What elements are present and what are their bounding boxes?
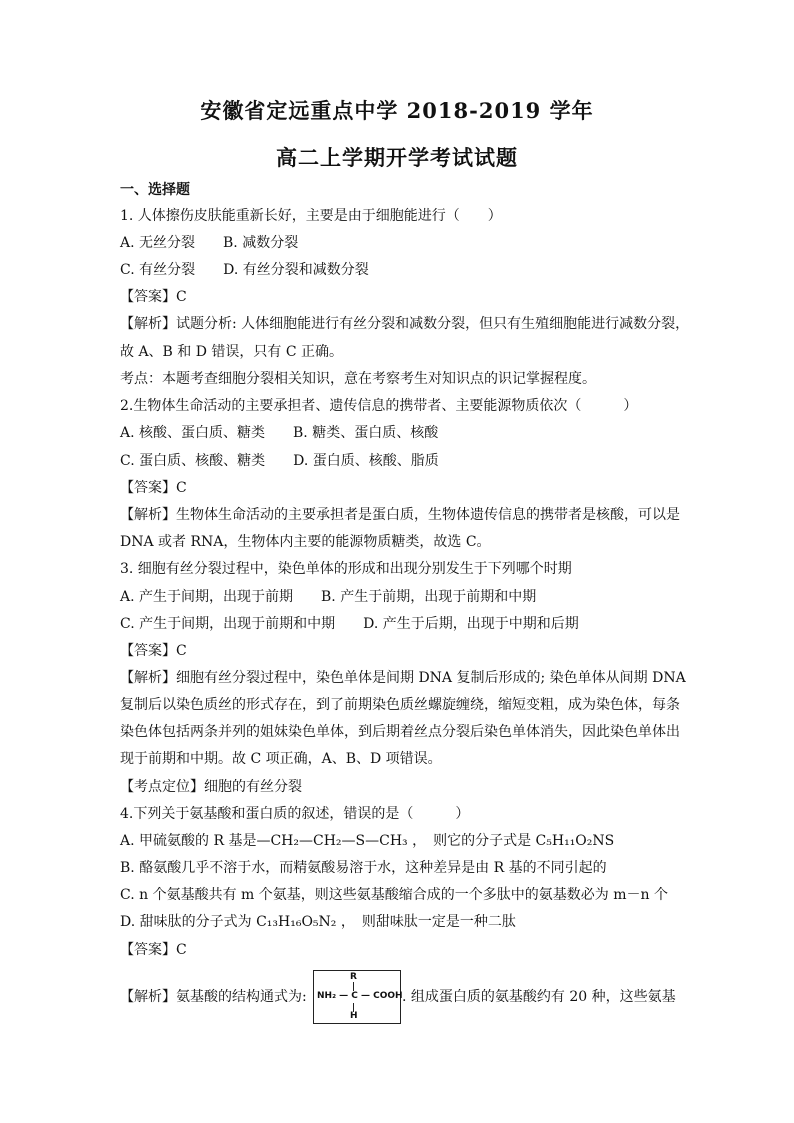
analysis-line: 染色体包括两条并列的姐妹染色单体，到后期着丝点分裂后染色单体消失，因此染色单体出 — [120, 724, 680, 740]
question-line: 3. 细胞有丝分裂过程中，染色单体的形成和出现分别发生于下列哪个时期 — [120, 561, 572, 577]
option-line: C. 产生于间期，出现于前期和中期 D. 产生于后期，出现于中期和后期 — [120, 616, 579, 632]
formula-backbone: NH₂ — C — COOH — [317, 991, 403, 1001]
option-line: C. 蛋白质、核酸、糖类 D. 蛋白质、核酸、脂质 — [120, 453, 439, 469]
amino-acid-formula-box — [313, 970, 401, 1024]
option-line: D. 甜味肽的分子式为 C₁₃H₁₆O₅N₂ ， 则甜味肽一定是一种二肽 — [120, 914, 516, 930]
analysis-line: 【解析】试题分析: 人体细胞能进行有丝分裂和减数分裂，但只有生殖细胞能进行减数分裂， — [120, 316, 690, 332]
answer-line: 【答案】C — [120, 643, 187, 659]
question-line: 4.下列关于氨基酸和蛋白质的叙述，错误的是（ ） — [120, 806, 470, 822]
formula-h-atom: H — [350, 1011, 358, 1021]
section-heading: 一、选择题 — [120, 182, 190, 198]
option-line: C. 有丝分裂 D. 有丝分裂和减数分裂 — [120, 262, 369, 278]
option-line: A. 产生于间期，出现于前期 B. 产生于前期，出现于前期和中期 — [120, 589, 537, 605]
answer-line: 【答案】C — [120, 480, 187, 496]
option-line: A. 无丝分裂 B. 减数分裂 — [120, 235, 299, 251]
document-title-line1: 安徽省定远重点中学 2018-2019 学年 — [200, 98, 594, 123]
key-point-line: 【考点定位】细胞的有丝分裂 — [120, 779, 302, 795]
formula-r-group: R — [350, 972, 357, 982]
document-title-line2: 高二上学期开学考试试题 — [276, 145, 518, 170]
analysis-line-with-formula — [120, 987, 307, 1007]
formula-bond-top — [353, 982, 354, 991]
analysis-suffix: . 组成蛋白质的氨基酸约有 20 种，这些氨基 — [402, 989, 676, 1005]
question-line: 2.生物体生命活动的主要承担者、遗传信息的携带者、主要能源物质依次（ ） — [120, 398, 638, 414]
analysis-line: 复制后以染色质丝的形式存在，到了前期染色质丝螺旋缠绕，缩短变粗，成为染色体，每条 — [120, 697, 680, 713]
option-line: A. 核酸、蛋白质、糖类 B. 糖类、蛋白质、核酸 — [120, 425, 439, 441]
analysis-line: 故 A、B 和 D 错误，只有 C 正确。 — [120, 344, 344, 360]
analysis-prefix: 【解析】氨基酸的结构通式为: — [120, 989, 307, 1005]
option-line: B. 酪氨酸几乎不溶于水，而精氨酸易溶于水，这种差异是由 R 基的不同引起的 — [120, 860, 607, 876]
analysis-line: 【解析】细胞有丝分裂过程中，染色单体是间期 DNA 复制后形成的; 染色单体从间期 DNA — [120, 670, 686, 686]
option-line: C. n 个氨基酸共有 m 个氨基，则这些氨基酸缩合成的一个多肽中的氨基数必为 m－n 个 — [120, 887, 668, 903]
question-line: 1. 人体擦伤皮肤能重新长好，主要是由于细胞能进行（ ） — [120, 208, 502, 224]
option-line: A. 甲硫氨酸的 R 基是—CH₂—CH₂—S—CH₃ ， 则它的分子式是 C₅H₁₁O₂NS — [120, 833, 615, 849]
analysis-line: 考点：本题考查细胞分裂相关知识，意在考察考生对知识点的识记掌握程度。 — [120, 371, 596, 387]
answer-line: 【答案】C — [120, 289, 187, 305]
answer-line: 【答案】C — [120, 942, 187, 958]
analysis-line: DNA 或者 RNA，生物体内主要的能源物质糖类，故选 C。 — [120, 534, 491, 550]
analysis-line: 【解析】生物体生命活动的主要承担者是蛋白质，生物体遗传信息的携带者是核酸，可以是 — [120, 507, 680, 523]
analysis-line: 现于前期和中期。故 C 项正确，A、B、D 项错误。 — [120, 751, 442, 767]
